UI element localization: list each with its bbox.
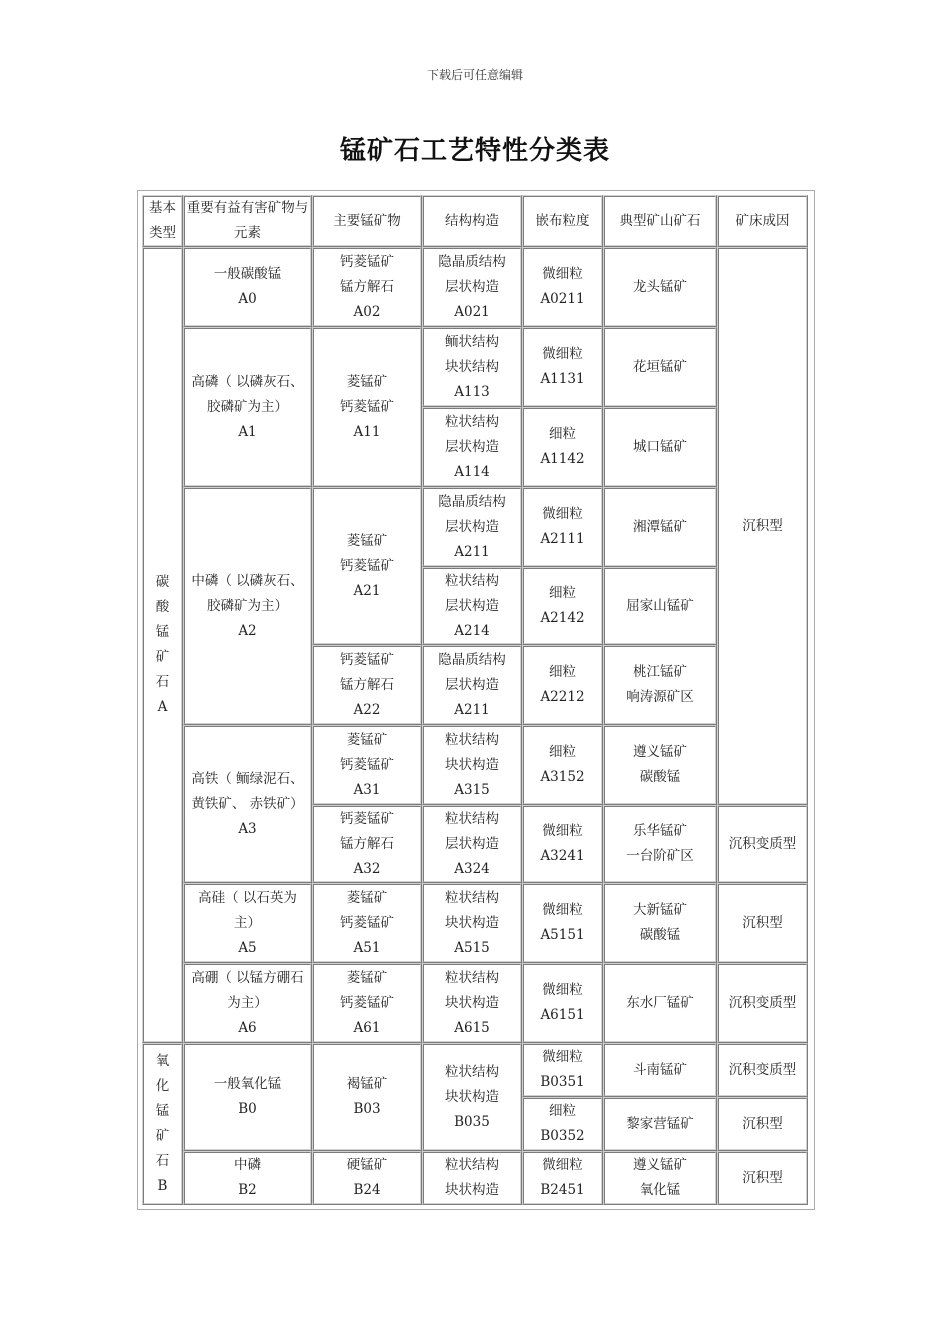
grain-a0211: 微细粒 A0211 <box>522 247 603 327</box>
header-structure: 结构构造 <box>422 195 522 247</box>
mineral-b03: 褐锰矿 B03 <box>312 1043 422 1151</box>
genesis-sedimentary: 沉积型 <box>717 247 808 805</box>
structure-b245: 粒状结构 块状构造 <box>422 1151 522 1205</box>
type-oxide: 氧 化 锰 矿 石 B <box>142 1043 183 1205</box>
element-a0: 一般碳酸锰 A0 <box>183 247 312 327</box>
grain-a2212: 细粒 A2212 <box>522 645 603 725</box>
grain-b0352: 细粒 B0352 <box>522 1097 603 1151</box>
header-basic-type: 基本 类型 <box>142 195 183 247</box>
grain-a2142: 细粒 A2142 <box>522 567 603 645</box>
structure-b035: 粒状结构 块状构造 B035 <box>422 1043 522 1151</box>
header-genesis: 矿床成因 <box>717 195 808 247</box>
mine-chengkou: 城口锰矿 <box>603 407 717 487</box>
header-grain: 嵌布粒度 <box>522 195 603 247</box>
grain-b0351: 微细粒 B0351 <box>522 1043 603 1097</box>
mineral-a61: 菱锰矿 钙菱锰矿 A61 <box>312 963 422 1043</box>
grain-a6151: 微细粒 A6151 <box>522 963 603 1043</box>
mineral-a32: 钙菱锰矿 锰方解石 A32 <box>312 805 422 883</box>
genesis-a51: 沉积型 <box>717 883 808 963</box>
element-a2: 中磷（ 以磷灰石、 胶磷矿为主） A2 <box>183 487 312 725</box>
element-a6: 高硼（ 以锰方硼石 为主） A6 <box>183 963 312 1043</box>
element-a5: 高硅（ 以石英为 主） A5 <box>183 883 312 963</box>
grain-a5151: 微细粒 A5151 <box>522 883 603 963</box>
genesis-a32: 沉积变质型 <box>717 805 808 883</box>
mine-dongshuichang: 东水厂锰矿 <box>603 963 717 1043</box>
mineral-a22: 钙菱锰矿 锰方解石 A22 <box>312 645 422 725</box>
mineral-a21: 菱锰矿 钙菱锰矿 A21 <box>312 487 422 645</box>
type-carbonate: 碳 酸 锰 矿 石 A <box>142 247 183 1043</box>
grain-a1142: 细粒 A1142 <box>522 407 603 487</box>
element-a1: 高磷（ 以磷灰石、 胶磷矿为主） A1 <box>183 327 312 487</box>
mine-xiangtan: 湘潭锰矿 <box>603 487 717 567</box>
structure-a515: 粒状结构 块状构造 A515 <box>422 883 522 963</box>
mineral-a11: 菱锰矿 钙菱锰矿 A11 <box>312 327 422 487</box>
header-typical-mine: 典型矿山矿石 <box>603 195 717 247</box>
mine-lijiaying: 黎家营锰矿 <box>603 1097 717 1151</box>
classification-table <box>137 190 815 1210</box>
structure-a211-b: 隐晶质结构 层状构造 A211 <box>422 645 522 725</box>
mine-zunyi-oxide: 遵义锰矿 氧化锰 <box>603 1151 717 1205</box>
structure-a315: 粒状结构 块状构造 A315 <box>422 725 522 805</box>
element-a3: 高铁（ 鲕绿泥石、 黄铁矿、 赤铁矿） A3 <box>183 725 312 883</box>
mineral-a02: 钙菱锰矿 锰方解石 A02 <box>312 247 422 327</box>
structure-a021: 隐晶质结构 层状构造 A021 <box>422 247 522 327</box>
mine-daxin: 大新锰矿 碳酸锰 <box>603 883 717 963</box>
genesis-b0352: 沉积型 <box>717 1097 808 1151</box>
mineral-a51: 菱锰矿 钙菱锰矿 A51 <box>312 883 422 963</box>
grain-a3241: 微细粒 A3241 <box>522 805 603 883</box>
grain-b2451: 微细粒 B2451 <box>522 1151 603 1205</box>
element-b0: 一般氧化锰 B0 <box>183 1043 312 1151</box>
header-elements: 重要有益有害矿物与 元素 <box>183 195 312 247</box>
header-mineral: 主要锰矿物 <box>312 195 422 247</box>
element-b2: 中磷 B2 <box>183 1151 312 1205</box>
header-note: 下载后可任意编辑 <box>426 68 523 82</box>
mine-zunyi: 遵义锰矿 碳酸锰 <box>603 725 717 805</box>
grain-a3152: 细粒 A3152 <box>522 725 603 805</box>
grain-a2111: 微细粒 A2111 <box>522 487 603 567</box>
mineral-a31: 菱锰矿 钙菱锰矿 A31 <box>312 725 422 805</box>
mine-lehua: 乐华锰矿 一台阶矿区 <box>603 805 717 883</box>
page-title: 锰矿石工艺特性分类表 <box>339 136 610 166</box>
mine-qujiashan: 屈家山锰矿 <box>603 567 717 645</box>
mine-huayuan: 花垣锰矿 <box>603 327 717 407</box>
genesis-a61: 沉积变质型 <box>717 963 808 1043</box>
structure-a615: 粒状结构 块状构造 A615 <box>422 963 522 1043</box>
structure-a214: 粒状结构 层状构造 A214 <box>422 567 522 645</box>
structure-a113: 鲕状结构 块状结构 A113 <box>422 327 522 407</box>
grain-a1131: 微细粒 A1131 <box>522 327 603 407</box>
mine-dounan: 斗南锰矿 <box>603 1043 717 1097</box>
genesis-b0351: 沉积变质型 <box>717 1043 808 1097</box>
structure-a114: 粒状结构 层状构造 A114 <box>422 407 522 487</box>
genesis-b2: 沉积型 <box>717 1151 808 1205</box>
structure-a324: 粒状结构 层状构造 A324 <box>422 805 522 883</box>
mine-taojiang: 桃江锰矿 响涛源矿区 <box>603 645 717 725</box>
mine-longtou: 龙头锰矿 <box>603 247 717 327</box>
structure-a211: 隐晶质结构 层状构造 A211 <box>422 487 522 567</box>
mineral-b24: 硬锰矿 B24 <box>312 1151 422 1205</box>
